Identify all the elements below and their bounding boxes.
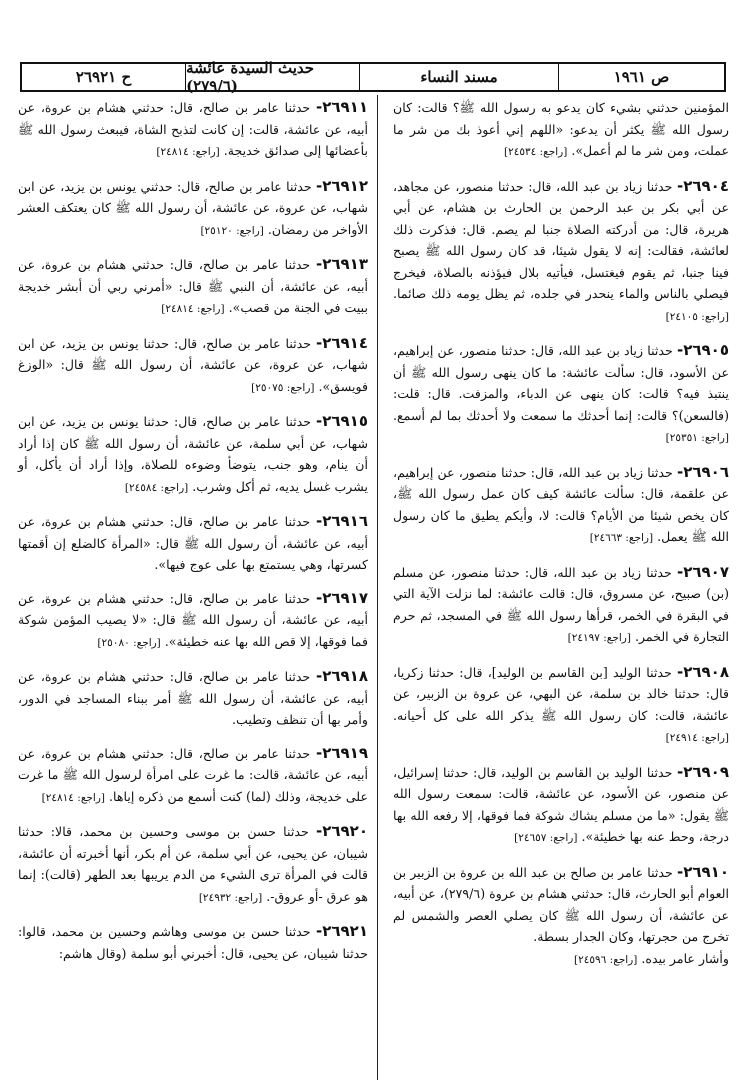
hadith-entry — [18, 588, 368, 655]
entry-spacer — [18, 909, 368, 921]
hadith-text: حدثنا عامر بن صالح بن عبد الله بن عروة بن الزبير بن العوام أبو الحارث، قال: حدثني هشام بن عروة (٢٧٩/٦)، عن أبيه، عن عائشة، أن رسول الله ﷺ كان يصلي العصر والشمس لم تخرج من حجرتها، وكان الجدار بسطة. — [393, 864, 729, 944]
hadith-number: ٢٦٩٢٠- — [315, 822, 368, 840]
hadith-entry — [18, 97, 368, 164]
hadith-reference: [راجع: ٢٤٩١٤] — [665, 732, 729, 744]
hadith-reference: [راجع: ٢٤٦٥٧] — [514, 832, 578, 844]
hadith-reference: [راجع: ٢٥٠٧٥] — [251, 381, 315, 394]
hadith-text: حدثنا عامر بن صالح، قال: حدثنا يونس بن يزيد، عن ابن شهاب، عن عروة، عن عائشة، أن رسول الله ﷺ قال: «الوزغ فويسق». — [18, 335, 368, 394]
hadith-number: ٢٦٩١٢- — [315, 176, 368, 195]
hadith-entry — [393, 340, 729, 450]
hadith-text: حدثنا عامر بن صالح، قال: حدثني هشام بن عروة، عن أبيه، عن عائشة، أن رسول الله ﷺ قال: «المرأة كالضلع إن أقمتها كسرتها، وهي يستمتع بها على عوج فيها». — [18, 514, 368, 572]
hadith-reference: [راجع: ٢٤٩٣٢] — [198, 891, 263, 904]
entry-spacer — [393, 850, 729, 862]
hadith-entry — [393, 97, 729, 164]
hadith-reference: [راجع: ٢٤٥٣٤] — [503, 146, 568, 158]
hadith-number: ٢٦٩٠٩- — [676, 762, 729, 781]
entry-spacer — [393, 328, 729, 340]
hadith-text: حدثنا عامر بن صالح، قال: حدثني يونس بن يزيد، عن ابن شهاب، عن عروة، عن عائشة، أن رسول الله ﷺ كان يعتكف العشر الأواخر من رمضان. — [18, 178, 368, 237]
hadith-text: حدثنا الوليد بن القاسم بن الوليد، قال: حدثنا إسرائيل، عن منصور، عن الأسود، عن عائشة، قالت: سمعت رسول الله ﷺ يقول: «ما من مسلم يشاك شوكة فما فوقها، إلا رفعه الله بها درجة، وحط عنه بها خطيئة». — [393, 764, 729, 844]
hadith-number: ٢٦٩١٧- — [315, 588, 368, 607]
hadith-entry — [18, 666, 368, 731]
hadith-text: حدثنا زياد بن عبد الله، قال: حدثنا منصور، عن مجاهد، عن أبي بكر بن عبد الرحمن بن الحارث بن هشام، عن أبي هريرة، قال: من أدركته الصلاة جنبا لم يصم. قال: فذكرت ذلك لعائشة، فقالت: إنه لا يقول شيئا، قد كان رسول الله ﷺ يصبح فينا جنبا، ثم يقوم فيغتسل، فيأتيه بلال فيؤذنه بالصلاة، فيخرج فيصلي بالناس والماء ينحدر في جلده، ثم يظل يومه ذلك صائما. — [393, 178, 729, 301]
hadith-number: ٢٦٩١١- — [315, 98, 368, 116]
hadith-text: حدثنا عامر بن صالح، قال: حدثني هشام بن عروة، عن أبيه، عن عائشة، أن النبي ﷺ قال: «أمرني ربي أن أبشر خديجة ببيت في الجنة من قصب». — [18, 257, 368, 315]
hadith-entry — [393, 862, 729, 948]
hadith-reference: [راجع: ٢٤٨١٤] — [161, 303, 225, 315]
entry-spacer — [18, 321, 368, 333]
hadith-reference: [راجع: ٢٤٥٩٦] — [574, 953, 638, 966]
hadith-number: ٢٦٩٠٥- — [676, 341, 729, 359]
hadith-entry — [393, 562, 729, 650]
hadith-entry — [18, 921, 368, 964]
hadith-entry — [393, 948, 729, 972]
entry-spacer — [393, 550, 729, 562]
hadith-text: حدثنا حسن بن موسى وحسين بن محمد، قالا: حدثنا شيبان، عن يحيى، عن أبي سلمة، عن أم بكر، أنها أخبرته أن عائشة، قالت في المرأة ترى الشيء من الدم يريبها بعد الطهر (قالت): إنما هو عرق -أو عروق-. — [18, 824, 368, 904]
entry-spacer — [393, 650, 729, 662]
hadith-reference: [راجع: ٢٤٥٨٤] — [124, 481, 189, 494]
hadith-number: ٢٦٩١٠- — [676, 862, 729, 881]
entry-spacer — [18, 576, 368, 588]
entry-spacer — [18, 399, 368, 411]
hadith-text: حدثنا عامر بن صالح، قال: حدثنا يونس بن يزيد، عن ابن شهاب، عن أبي سلمة، عن عائشة، أن رسول الله ﷺ كان إذا أراد أن ينام، وهو جنب، يتوضأ وضوءه للصلاة، وإذا أراد أن يأكل، أو يشرب غسل يديه، ثم أكل وشرب. — [18, 414, 368, 494]
hadith-reference: [راجع: ٢٤١٠٥] — [665, 310, 729, 323]
hadith-number: ٢٦٩١٦- — [315, 512, 368, 530]
entry-spacer — [18, 731, 368, 743]
hadith-text: المؤمنين حدثني بشيء كان يدعو به رسول الله ﷺ؟ قالت: كان رسول الله ﷺ يكثر أن يدعو: «اللهم إني أعوذ بك من شر ما عملت، ومن شر ما لم أعمل». — [393, 100, 729, 158]
entry-spacer — [393, 750, 729, 762]
hadith-entry — [18, 176, 368, 243]
hadith-reference: [راجع: ٢٤٨١٤] — [156, 146, 220, 158]
hadith-number: ٢٦٩١٨- — [315, 667, 368, 685]
entry-spacer — [18, 242, 368, 254]
header-hadith-number: ح ٢٦٩٢١ — [22, 64, 186, 90]
entry-spacer — [393, 164, 729, 176]
hadith-entry — [393, 462, 729, 550]
hadith-number: ٢٦٩٠٤- — [676, 176, 729, 195]
hadith-entry — [18, 511, 368, 576]
hadith-number: ٢٦٩١٥- — [315, 412, 368, 430]
hadith-entry — [393, 762, 729, 850]
hadith-number: ٢٦٩١٩- — [315, 743, 368, 762]
hadith-text: حدثنا زياد بن عبد الله، قال: حدثنا منصور، عن إبراهيم، عن علقمة، قال: سألت عائشة كيف كان عمل رسول الله ﷺ، كان يخص شيئا من الأيام؟ قالت: لا، وأيكم يطيق ما كان رسول الله ﷺ يعمل. — [393, 464, 729, 544]
hadith-reference: [راجع: ٢٤٦٦٣] — [589, 532, 654, 544]
hadith-reference: [راجع: ٢٥١٢٠] — [200, 224, 264, 237]
entry-spacer — [18, 654, 368, 666]
hadith-text: وأشار عامر بيده. — [641, 950, 729, 966]
hadith-number: ٢٦٩٠٧- — [676, 562, 729, 581]
hadith-text: حدثنا عامر بن صالح، قال: حدثني هشام بن عروة، عن أبيه، عن عائشة، قالت: ما غرت على امرأة لرسول الله ﷺ ما غرت على خديجة، وذلك (لما) كنت أسمع من ذكره إياها. — [18, 745, 368, 804]
hadith-number: ٢٦٩٠٦- — [676, 462, 729, 481]
hadith-text: حدثنا عامر بن صالح، قال: حدثني هشام بن عروة، عن أبيه، عن عائشة، قالت: إن كانت لتذبح الشاة، فيبعث رسول الله ﷺ بأعضائها إلى صدائق خديجة. — [18, 100, 368, 158]
page-header — [20, 59, 726, 95]
header-section-title: حديث السيدة عائشة (٢٧٩/٦) — [186, 64, 360, 90]
header-book-title: مسند النساء — [360, 64, 559, 90]
hadith-number: ٢٦٩١٣- — [315, 255, 368, 273]
header-page-number: ص ١٩٦١ — [613, 68, 670, 86]
right-column — [393, 97, 729, 971]
hadith-number: ٢٦٩١٤- — [315, 333, 368, 352]
hadith-entry — [18, 411, 368, 499]
entry-spacer — [18, 164, 368, 176]
hadith-text: حدثنا حسن بن موسى وهاشم وحسين بن محمد، قالوا: حدثنا شيبان، عن يحيى، قال: أخبرني أبو سلمة (وقال هاشم: — [18, 924, 368, 961]
entry-spacer — [18, 809, 368, 821]
hadith-text: حدثنا الوليد [بن القاسم بن الوليد]، قال: حدثنا زكريا، قال: حدثنا خالد بن سلمة، عن البهي، عن عروة بن الزبير، عن عائشة، قالت: كان رسول الله ﷺ يذكر الله على كل أحيانه. — [393, 664, 729, 723]
hadith-text: حدثنا عامر بن صالح، قال: حدثني هشام بن عروة، عن أبيه، عن عائشة، أن رسول الله ﷺ قال: «لا يصيب المؤمن شوكة فما فوقها، إلا قص الله بها عنه خطيئة». — [18, 590, 368, 649]
hadith-reference: [راجع: ٢٤١٩٧] — [567, 632, 631, 644]
column-divider — [377, 95, 378, 1080]
hadith-text: حدثنا عامر بن صالح، قال: حدثني هشام بن عروة، عن أبيه، عن عائشة، أن رسول الله ﷺ أمر ببناء المساجد في الدور، وأمر بها أن تنظف وتطيب. — [18, 669, 368, 727]
hadith-reference: [راجع: ٢٤٨١٤] — [41, 791, 105, 804]
hadith-reference: [راجع: ٢٥٠٨٠] — [97, 636, 161, 649]
hadith-entry — [18, 333, 368, 400]
entry-spacer — [18, 499, 368, 511]
hadith-entry — [393, 176, 729, 329]
entry-spacer — [393, 450, 729, 462]
hadith-text: حدثنا زياد بن عبد الله، قال: حدثنا منصور، عن مسلم (بن) صبيح، عن مسروق، قال: قالت عائشة: لما نزلت الآية التي في البقرة في الخمر، قرأها رسول الله ﷺ في المسجد، ثم حرم التجارة في الخمر. — [393, 564, 729, 644]
left-column — [18, 97, 368, 964]
hadith-number: ٢٦٩٠٨- — [676, 662, 729, 681]
hadith-entry — [393, 662, 729, 750]
hadith-text: حدثنا زياد بن عبد الله، قال: حدثنا منصور، عن إبراهيم، عن الأسود، قال: سألت عائشة: ما كان ينهى رسول الله ﷺ أن ينتبذ فيه؟ قالت: كان ينهى عن الدباء، والمزفت. قال: قلت: (فالسعن)؟ قالت: إنما أحدثك ما سمعت ولا أحدثك بما لم أسمع. — [393, 343, 729, 423]
hadith-reference: [راجع: ٢٥٣٥١] — [665, 432, 729, 444]
hadith-entry — [18, 254, 368, 321]
hadith-entry — [18, 821, 368, 909]
hadith-entry — [18, 743, 368, 810]
hadith-number: ٢٦٩٢١- — [315, 922, 368, 940]
